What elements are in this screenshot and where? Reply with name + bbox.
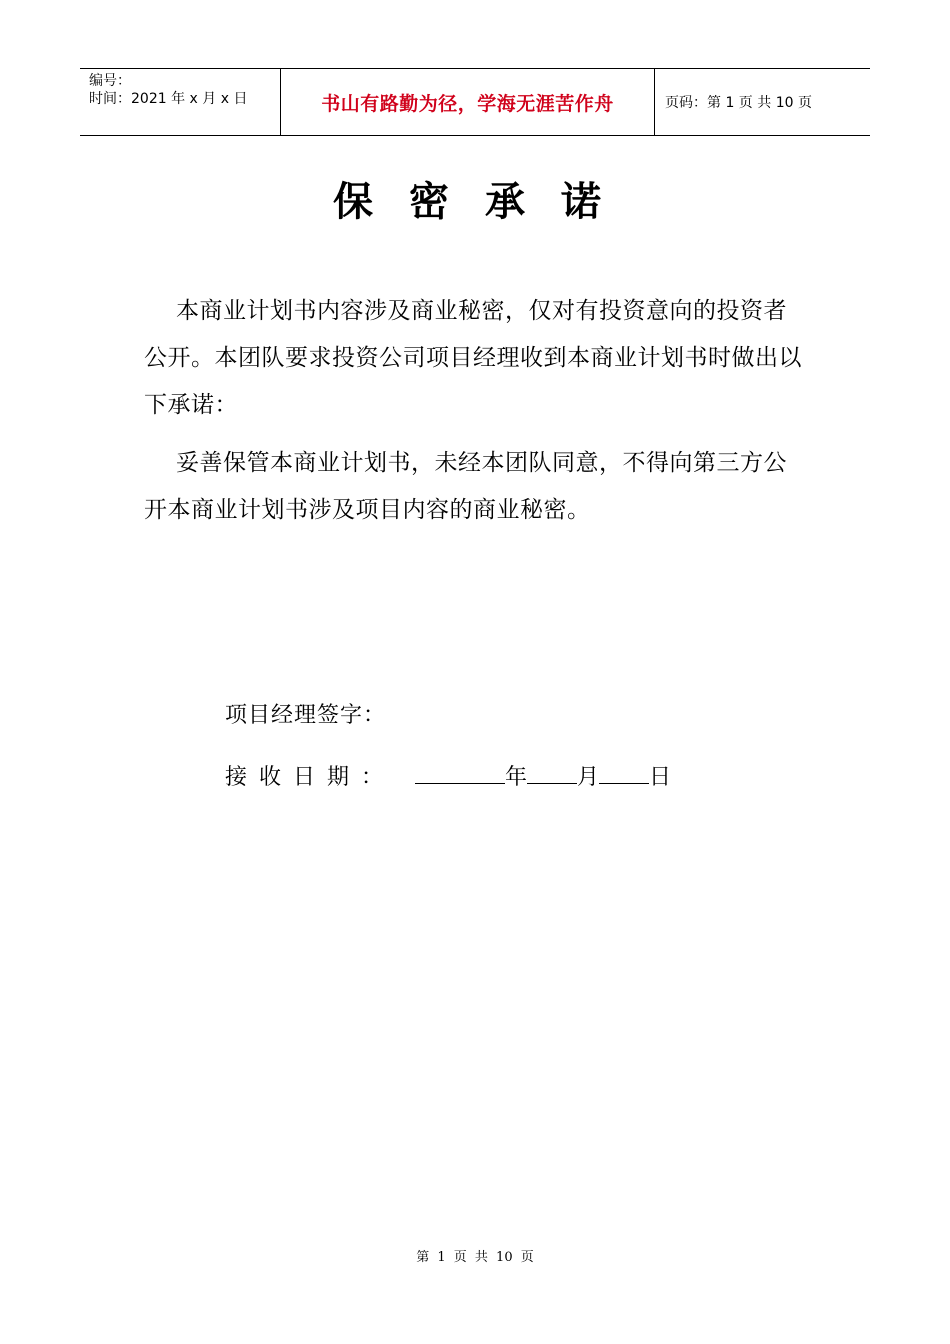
page-footer: 第 1 页 共 10 页	[416, 1250, 534, 1265]
page-label: 页码：第 1 页 共 10 页	[665, 95, 812, 111]
number-label: 编号：	[89, 73, 131, 89]
year-blank	[415, 763, 505, 784]
time-label: 时间：2021 年 x 月 x 日	[89, 91, 248, 107]
day-blank	[599, 763, 649, 784]
header-motto-cell	[281, 69, 655, 135]
manager-signature-label: 项目经理签字：	[225, 703, 387, 728]
paragraph-intro: 本商业计划书内容涉及商业秘密，仅对有投资意向的投资者公开。本团队要求投资公司项目经理收到本商业计划书时做出以下承诺：	[144, 298, 802, 418]
receive-date-label: 接收日期：	[225, 765, 396, 790]
page-title: 保密承诺	[333, 178, 637, 225]
paragraph-commitment: 妥善保管本商业计划书，未经本团队同意，不得向第三方公开本商业计划书涉及项目内容的商业秘密。	[144, 450, 787, 523]
year-unit: 年	[505, 765, 528, 790]
receive-date-row	[225, 760, 671, 791]
month-blank	[527, 763, 577, 784]
day-unit: 日	[649, 765, 672, 790]
header-meta-cell	[80, 69, 281, 135]
motto: 书山有路勤为径，学海无涯苦作舟	[321, 92, 614, 115]
month-unit: 月	[577, 765, 600, 790]
header-table	[80, 68, 870, 136]
header-page-cell	[655, 69, 870, 135]
